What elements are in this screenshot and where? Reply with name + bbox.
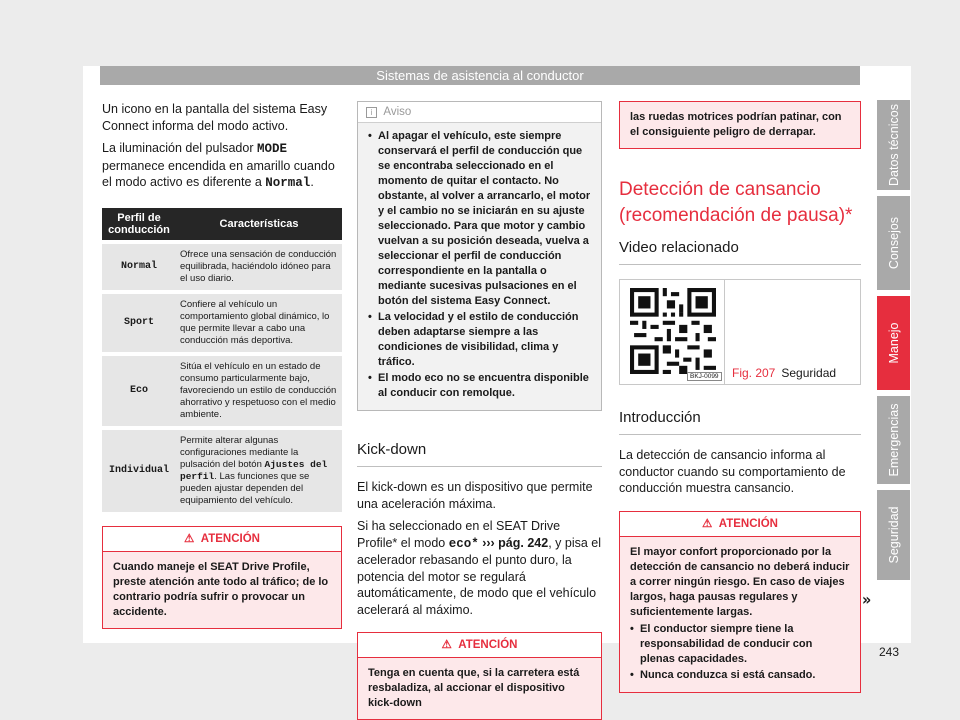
list-item: • El conductor siempre tiene la responsabilidad de conducir con plenas capacidades. <box>630 622 850 667</box>
table-header: Características <box>176 208 342 242</box>
chapter-heading: Detección de cansancio (recomendación de pausa)* <box>619 179 853 226</box>
continue-icon: » <box>862 590 872 609</box>
warning-box <box>619 511 861 693</box>
warning-icon: ⚠ <box>702 517 713 530</box>
column-left <box>102 101 342 629</box>
tab-datos-tecnicos[interactable]: Datos técnicos <box>877 100 910 190</box>
warning-box-continued <box>619 101 861 149</box>
list-item: • El modo eco no se encuentra disponible al conducir con remolque. <box>368 371 591 401</box>
table-row: Eco Sitúa el vehículo en un estado de consumo particularmente bajo, favoreciendo un estilo de conducción ahorrativo y respetuoso con el medio ambiente. <box>102 354 342 428</box>
warning-text: Tenga en cuenta que, si la carretera está resbaladiza, al accionar el dispositivo kick-down <box>358 658 601 719</box>
column-right <box>619 101 861 693</box>
video-heading: Video relacionado <box>619 239 861 265</box>
warning-text: El mayor confort proporcionado por la detección de cansancio no deberá inducir a correr ningún riesgo. En caso de viajes largos, haga pausas regulares y suficientemente largas. <box>630 545 850 618</box>
info-icon: i <box>366 107 377 118</box>
section-heading: Kick-down <box>357 441 602 467</box>
warning-text: las ruedas motrices podrían patinar, con el consiguiente peligro de derrapar. <box>620 102 860 148</box>
column-middle <box>357 101 602 720</box>
table-row: Normal Ofrece una sensación de conducción equilibrada, haciéndolo idóneo para el uso diario. <box>102 242 342 292</box>
warning-text: Cuando maneje el SEAT Drive Profile, preste atención ante todo al tráfico; de lo contrario podría sufrir o provocar un accidente. <box>103 552 341 628</box>
warning-box <box>102 526 342 629</box>
paragraph: Si ha seleccionado en el SEAT Drive Profile* el modo eco* ››› pág. 242, y pisa el acelerador rebasando el punto duro, la potencia del motor se regulará automáticamente, de modo que el vehículo acelerará al máximo. <box>357 519 602 617</box>
list-item: • La velocidad y el estilo de conducción deben adaptarse siempre a las condiciones de visibilidad, clima y tráfico. <box>368 310 591 370</box>
notice-box <box>357 101 602 411</box>
page-number: 243 <box>879 645 900 659</box>
tab-seguridad[interactable]: Seguridad <box>877 490 910 580</box>
warning-icon: ⚠ <box>184 532 195 545</box>
tab-manejo[interactable]: Manejo <box>877 296 910 390</box>
page-header: Sistemas de asistencia al conductor <box>100 66 860 85</box>
table-row: Sport Confiere al vehículo un comportamiento global dinámico, lo que permite llevar a cabo una conducción más deportiva. <box>102 292 342 354</box>
figure-code-label: BKJ-0099 <box>687 372 722 381</box>
paragraph: La detección de cansancio informa al conductor cuando su comportamiento de conducción muestra cansancio. <box>619 448 846 495</box>
page-reference-link[interactable]: ››› pág. 242 <box>478 535 549 550</box>
figure-caption: Fig. 207 Seguridad <box>732 366 837 380</box>
paragraph: El kick-down es un dispositivo que permite una aceleración máxima. <box>357 480 593 511</box>
tab-emergencias[interactable]: Emergencias <box>877 396 910 484</box>
table-header: Perfil de conducción <box>102 208 176 242</box>
driving-profile-table <box>102 208 342 512</box>
paragraph: Un icono en la pantalla del sistema Easy Connect informa del modo activo. <box>102 102 328 133</box>
figure <box>619 279 861 385</box>
tab-consejos[interactable]: Consejos <box>877 196 910 290</box>
warning-title: ATENCIÓN <box>718 517 778 530</box>
notice-title: Aviso <box>383 106 412 118</box>
qr-code-icon[interactable] <box>630 288 716 374</box>
warning-icon: ⚠ <box>441 639 452 651</box>
warning-title: ATENCIÓN <box>458 639 518 651</box>
list-item: • Nunca conduzca si está cansado. <box>630 668 850 683</box>
section-heading: Introducción <box>619 409 861 435</box>
table-row: Individual Permite alterar algunas configuraciones mediante la pulsación del botón Ajustes del perfil. Las funciones que se pueden ajustar dependen del equipamiento del vehículo. <box>102 428 342 512</box>
warning-box <box>357 632 602 720</box>
warning-title: ATENCIÓN <box>200 532 260 545</box>
divider <box>724 280 725 384</box>
paragraph: La iluminación del pulsador MODE permanece encendida en amarillo cuando el modo activo es diferente a Normal. <box>102 141 335 190</box>
list-item: • Al apagar el vehículo, este siempre conservará el perfil de conducción que se encontraba seleccionado en el momento de quitar el contacto. No obstante, al volver a arrancarlo, el motor y el cambio no se iniciarán en su ajuste seleccionado. Para que motor y cambio vuelvan a su posición deseada, vuelva a seleccionar el perfil de conducción correspondiente en la pantalla o mediante sucesivas pulsaciones en el botón del sistema Easy Connect. <box>368 129 591 309</box>
